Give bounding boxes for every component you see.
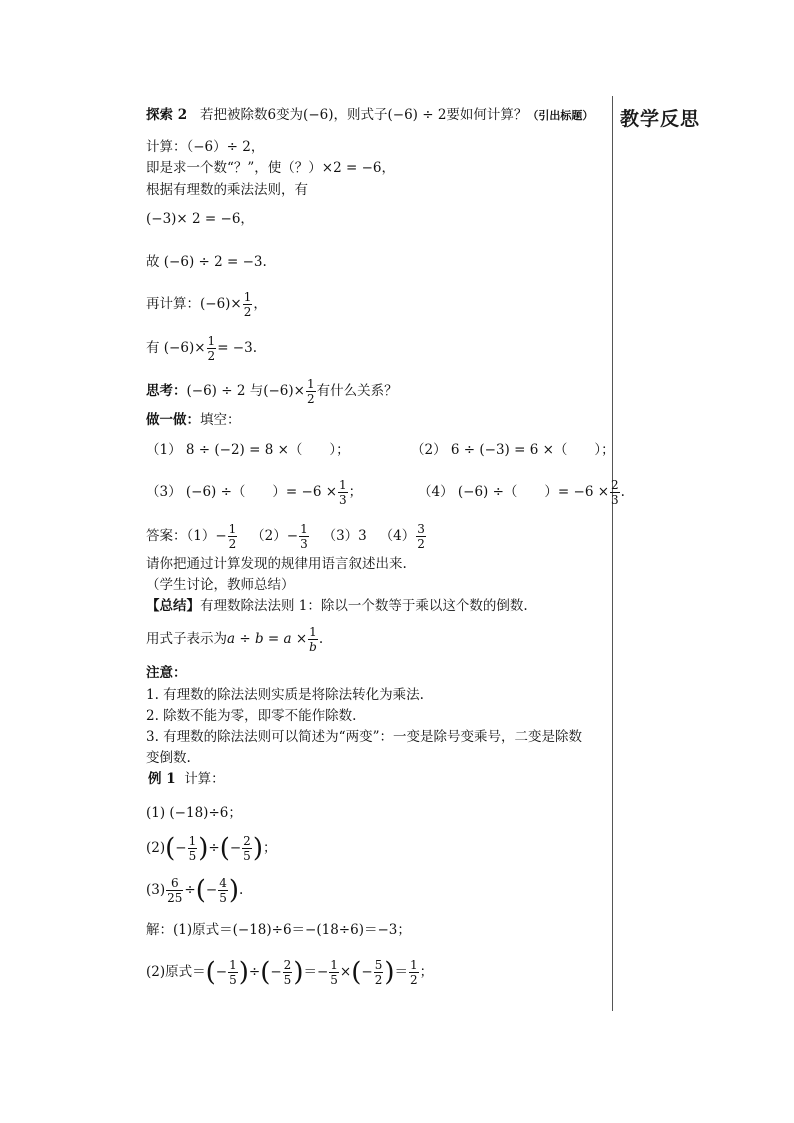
formula-post: . <box>318 631 324 647</box>
fraction <box>299 522 309 551</box>
fill-q2: （2） 6 ÷ (−3) = 6 ×（ ）； <box>411 442 615 458</box>
answer-2: （2）− <box>251 528 299 544</box>
answer-4: （4） <box>379 528 416 544</box>
explore-line <box>146 106 593 125</box>
ask-line: 请你把通过计算发现的规律用语言叙述出来. <box>146 556 407 572</box>
solution-1 <box>146 921 411 940</box>
solution-2-pre: (2)原式＝ <box>146 964 206 980</box>
fraction-denominator: 25 <box>167 891 183 905</box>
think-post: 有什么关系？ <box>316 383 398 399</box>
discuss-line: （学生讨论，教师总结） <box>146 577 295 593</box>
note-3b: 变倒数. <box>146 750 191 766</box>
example-label: 例 1 <box>148 771 176 787</box>
formula-pre: 用式子表示为 <box>146 631 227 647</box>
solution-label: 解： <box>146 922 173 938</box>
fraction-numerator: 1 <box>243 290 252 304</box>
formula-expression: a ÷ b = a × <box>227 631 308 647</box>
fraction <box>166 876 183 905</box>
think-pre: (−6) ÷ 2 与(−6)× <box>186 383 305 399</box>
summary-text: 有理数除法法则 1：除以一个数等于乘以这个数的倒数. <box>200 598 528 614</box>
fraction <box>416 522 426 551</box>
have-pre: 有 (−6)× <box>146 340 206 356</box>
fraction-numerator: 1 <box>300 522 308 536</box>
example-1: (1) (−18)÷6； <box>146 805 242 821</box>
reflection-title: 教学反思 <box>620 108 701 130</box>
fraction <box>338 478 348 507</box>
doit-label: 做一做： <box>146 412 200 428</box>
fill-q4-pre: （4） (−6) ÷（ ）= −6 × <box>418 484 610 500</box>
formula-line <box>146 625 323 654</box>
fraction-numerator: 1 <box>339 478 347 492</box>
example-3-pre: (3) <box>146 882 166 898</box>
fill-q3-post: ； <box>348 484 363 500</box>
have-post: = −3. <box>217 340 257 356</box>
fraction <box>243 290 253 319</box>
fraction: $\frac{1}{5}$ <box>188 834 197 863</box>
fraction-denominator: 2 <box>243 305 252 319</box>
fraction-denominator: 2 <box>306 392 315 406</box>
fraction-denominator: 2 <box>417 537 425 551</box>
fraction-numerator: 3 <box>417 522 425 536</box>
fill-q1: （1） 8 ÷ (−2) = 8 ×（ ）； <box>146 442 350 458</box>
fraction-denominator: 2 <box>207 349 216 363</box>
explore-question-b: 6 <box>267 107 277 123</box>
recalc-pre: 再计算：(−6)× <box>146 296 242 312</box>
doit-line <box>146 411 241 430</box>
fraction-numerator: 6 <box>166 876 183 891</box>
fill-q3-pre: （3） (−6) ÷（ ）= −6 × <box>146 484 338 500</box>
column-divider <box>612 96 613 1011</box>
recalc-line <box>146 290 267 319</box>
have-line <box>146 334 257 363</box>
think-line <box>146 377 398 406</box>
fraction-numerator: 1 <box>306 377 315 391</box>
explore-question-a: 若把被除数 <box>199 107 268 123</box>
fraction-denominator: 2 <box>228 537 237 551</box>
solution-2: (2)原式＝(− $\frac{1}{5}$ )÷(− $\frac{2}{5}$ )＝− $\frac{1}{5}$ ×(− $\frac{5}{2}$ )＝ $\frac{1}{2}$ ； <box>146 957 434 988</box>
think-label: 思考： <box>146 383 187 399</box>
fraction <box>306 377 316 406</box>
fraction: $\frac{1}{5}$ <box>330 958 338 987</box>
seek-line: 即是求一个数“？”，使（？）×2 = −6， <box>146 160 395 176</box>
fraction: $\frac{1}{2}$ <box>410 958 418 987</box>
fraction <box>610 478 620 507</box>
fraction: $\frac{5}{2}$ <box>374 958 383 987</box>
answer-3: （3）3 <box>322 528 367 544</box>
answer-line <box>146 522 427 551</box>
note-label: 注意： <box>146 665 187 681</box>
fill-q4-post: . <box>620 484 625 500</box>
explore-label: 探索 2 <box>146 107 188 123</box>
example-2: (2)(− $\frac{1}{5}$ )÷(− $\frac{2}{5}$ )； <box>146 833 277 864</box>
fraction-numerator: 1 <box>309 625 317 639</box>
note-2: 2. 除数不能为零，即零不能作除数. <box>146 708 357 724</box>
example-2-pre: (2) <box>146 840 166 856</box>
solution-1-text: (1)原式＝(−18)÷6＝−(18÷6)＝−3； <box>173 922 411 938</box>
recalc-post: ， <box>253 296 267 312</box>
explore-question-c: 变为(−6)，则式子(−6) ÷ 2要如何计算？ <box>276 107 528 123</box>
fraction <box>228 522 238 551</box>
fraction: $\frac{4}{5}$ <box>219 876 227 905</box>
fraction: $\frac{1}{5}$ <box>229 958 237 987</box>
doit-text: 填空： <box>200 412 241 428</box>
fraction-denominator: 3 <box>339 493 347 507</box>
summary-line <box>146 597 528 616</box>
fill-q3 <box>146 478 362 507</box>
rule-line: 根据有理数的乘法法则，有 <box>146 182 308 198</box>
answer-1: （1）− <box>186 528 227 544</box>
fraction-numerator: 1 <box>228 522 237 536</box>
note-3a: 3. 有理数的除法法则可以简述为“两变”：一变是除号变乘号，二变是除数 <box>146 729 582 745</box>
explore-hint: （引出标题） <box>527 109 594 122</box>
example-3: (3) $\frac{6}{25}$ ÷(− $\frac{4}{5}$ ). <box>146 875 244 906</box>
example-text: 计算： <box>184 771 225 787</box>
fraction: $\frac{2}{5}$ <box>243 834 251 863</box>
equation-2: 故 (−6) ÷ 2 = −3. <box>146 254 267 270</box>
fraction-denominator: 3 <box>611 493 619 507</box>
calc-line: 计算：（−6）÷ 2， <box>146 139 265 155</box>
fraction-numerator: 2 <box>611 478 619 492</box>
fraction-numerator: 1 <box>207 334 216 348</box>
note-1: 1. 有理数的除法法则实质是将除法转化为乘法. <box>146 687 424 703</box>
fill-q4 <box>418 478 625 507</box>
fraction-denominator: b <box>309 640 317 654</box>
equation-1: (−3)× 2 = −6， <box>146 211 254 227</box>
answer-label: 答案： <box>146 528 187 544</box>
fraction: $\frac{2}{5}$ <box>283 958 292 987</box>
example-line <box>148 770 225 789</box>
fraction <box>207 334 217 363</box>
summary-label: 【总结】 <box>146 598 200 614</box>
fraction <box>308 625 318 654</box>
fraction-denominator: 3 <box>300 537 308 551</box>
